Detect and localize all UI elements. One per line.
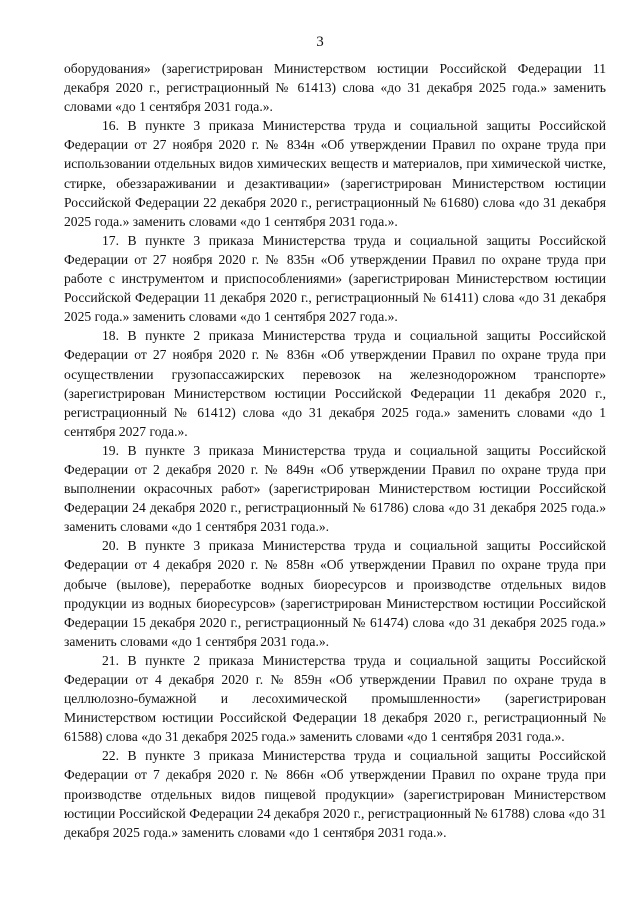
paragraph-number: 18.	[102, 328, 119, 344]
paragraph-continuation	[64, 59, 606, 116]
paragraph-number: 17.	[102, 232, 119, 248]
paragraph-text: В пункте 2 приказа Министерства труда и социальной защиты Российской Федерации от 27 ноября 2020 г. № 836н «Об утверждении Правил по охране труда при осуществлении грузопассажирских перевозок на железнодорожном транспорте» (зарегистрирован Министерством юстиции Российской Федерации 11 декабря 2020 г., регистрационный № 61412) слова «до 31 декабря 2025 года.» заменить словами «до 1 сентября 2027 года.».	[64, 328, 606, 439]
paragraph-text: В пункте 3 приказа Министерства труда и социальной защиты Российской Федерации от 4 декабря 2020 г. № 858н «Об утверждении Правил по охране труда при добыче (вылове), переработке водных биоресурсов и производстве отдельных видов продукции из водных биоресурсов» (зарегистрирован Министерством юстиции Российской Федерации 15 декабря 2020 г., регистрационный № 61474) слова «до 31 декабря 2025 года.» заменить словами «до 1 сентября 2031 года.».	[64, 538, 606, 649]
paragraph-number: 21.	[102, 652, 119, 668]
paragraph-16	[64, 116, 606, 231]
paragraph-number: 16.	[102, 118, 119, 134]
paragraph-21	[64, 651, 606, 746]
paragraph-text: В пункте 3 приказа Министерства труда и социальной защиты Российской Федерации от 2 декабря 2020 г. № 849н «Об утверждении Правил по охране труда при выполнении окрасочных работ» (зарегистрирован Министерством юстиции Российской Федерации 24 декабря 2020 г., регистрационный № 61786) слова «до 31 декабря 2025 года.» заменить словами «до 1 сентября 2031 года.».	[64, 442, 606, 535]
paragraph-text: В пункте 2 приказа Министерства труда и социальной защиты Российской Федерации от 4 декабря 2020 г. № 859н «Об утверждении Правил по охране труда в целлюлозно-бумажной и лесохимической промышленности» (зарегистрирован Министерством юстиции Российской Федерации 18 декабря 2020 г., регистрационный № 61588) слова «до 31 декабря 2025 года.» заменить словами «до 1 сентября 2031 года.».	[64, 652, 606, 745]
paragraph-17	[64, 231, 606, 326]
paragraph-22	[64, 746, 606, 841]
paragraph-number: 22.	[102, 748, 119, 764]
paragraph-text: В пункте 3 приказа Министерства труда и социальной защиты Российской Федерации от 27 ноября 2020 г. № 834н «Об утверждении Правил по охране труда при использовании отдельных видов химических веществ и материалов, при химической чистке, стирке, обеззараживании и дезактивации» (зарегистрирован Министерством юстиции Российской Федерации 22 декабря 2020 г., регистрационный № 61680) слова «до 31 декабря 2025 года.» заменить словами «до 1 сентября 2031 года.».	[64, 118, 606, 229]
paragraph-text: В пункте 3 приказа Министерства труда и социальной защиты Российской Федерации от 27 ноября 2020 г. № 835н «Об утверждении Правил по охране труда при работе с инструментом и приспособлениями» (зарегистрирован Министерством юстиции Российской Федерации 11 декабря 2020 г., регистрационный № 61411) слова «до 31 декабря 2025 года.» заменить словами «до 1 сентября 2027 года.».	[64, 232, 606, 325]
paragraph-number: 20.	[102, 538, 119, 554]
paragraph-18	[64, 326, 606, 441]
paragraph-number: 19.	[102, 442, 119, 458]
page-number: 3	[316, 34, 324, 50]
document-body	[64, 59, 606, 842]
paragraph-text: В пункте 3 приказа Министерства труда и социальной защиты Российской Федерации от 7 декабря 2020 г. № 866н «Об утверждении Правил по охране труда при производстве отдельных видов пищевой продукции» (зарегистрирован Министерством юстиции Российской Федерации 24 декабря 2020 г., регистрационный № 61788) слова «до 31 декабря 2025 года.» заменить словами «до 1 сентября 2031 года.».	[64, 748, 606, 840]
paragraph-text: оборудования» (зарегистрирован Министерством юстиции Российской Федерации 11 декабря 2020 г., регистрационный № 61413) слова «до 31 декабря 2025 года.» заменить словами «до 1 сентября 2031 года.».	[64, 61, 606, 115]
paragraph-20	[64, 536, 606, 651]
paragraph-19	[64, 441, 606, 536]
